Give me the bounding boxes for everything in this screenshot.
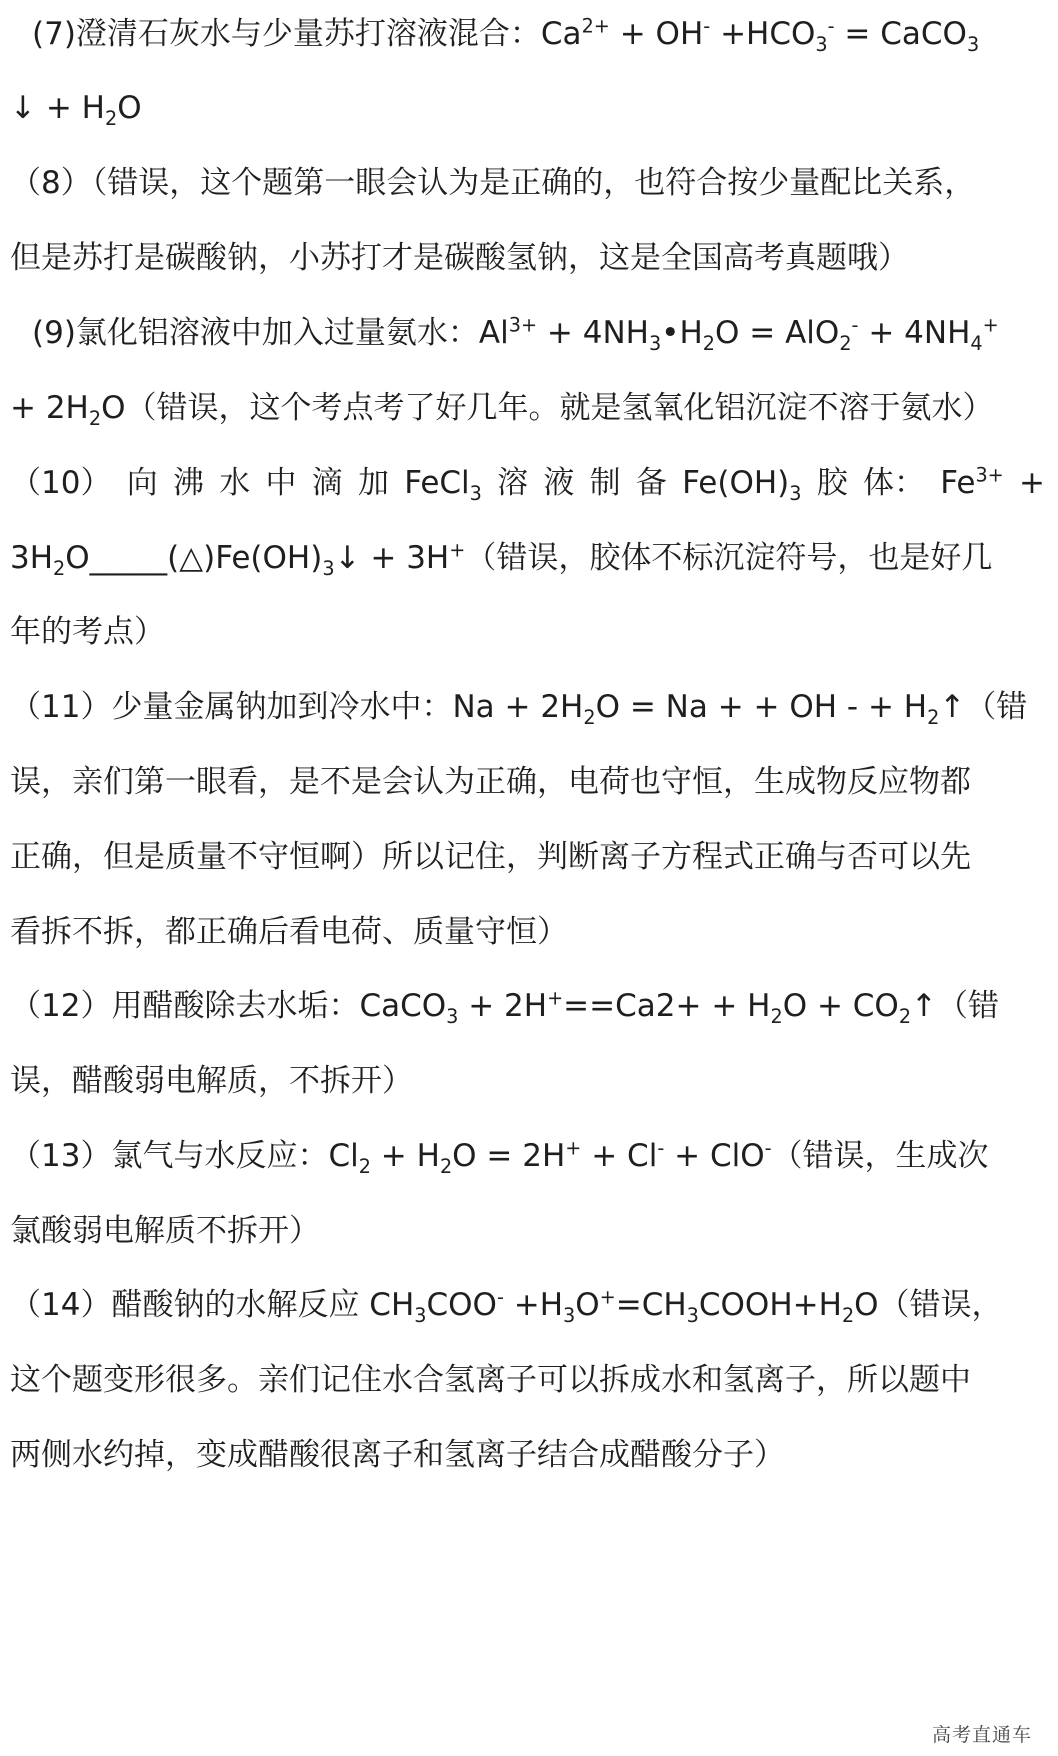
subscript: 3 <box>966 33 980 57</box>
text-run: 向 <box>126 465 158 501</box>
formula-fecl3 <box>404 463 482 506</box>
text-run: 中 <box>265 465 297 501</box>
text-run: = CaCO <box>834 16 967 52</box>
text-run: + <box>1019 465 1045 501</box>
text-run: Fe(OH) <box>682 465 790 501</box>
subscript: 4 <box>970 332 983 356</box>
superscript: - <box>703 14 711 38</box>
text-run: Fe <box>940 465 976 501</box>
text-run: FeCl <box>404 465 470 501</box>
text-run: （10） <box>10 465 112 501</box>
text-run: 3H <box>10 540 54 576</box>
text-run: •H <box>661 315 703 351</box>
subscript: 3 <box>446 1005 459 1029</box>
text-run: （错误，胶体不标沉淀符号，也是好几 <box>465 540 993 576</box>
text-run: + 4NH <box>858 315 971 351</box>
text-run: 胶 <box>816 465 848 501</box>
text-run: （错误，生成次 <box>771 1138 989 1174</box>
subscript: 2 <box>88 407 102 431</box>
text-run: O（错误， <box>854 1287 1003 1323</box>
subscript: 3 <box>563 1304 576 1328</box>
subscript: 3 <box>789 482 802 506</box>
item-11-line-3: 正确，但是质量不守恒啊）所以记住，判断离子方程式正确与否可以先 <box>10 839 971 875</box>
text-run: ↑（错 <box>939 689 1028 725</box>
text-run: + 4NH <box>537 315 649 351</box>
subscript: 2 <box>53 557 66 581</box>
item-12-line-2: 误，醋酸弱电解质，不拆开） <box>10 1063 413 1099</box>
text-run: 滴 <box>311 465 343 501</box>
text-run: ↑（错 <box>911 988 1000 1024</box>
subscript: 2 <box>898 1005 912 1029</box>
subscript: 3 <box>648 332 662 356</box>
subscript: 2 <box>358 1155 371 1179</box>
subscript: 2 <box>770 1005 783 1029</box>
text-run: ==Ca2+ + H <box>563 988 771 1024</box>
subscript: 2 <box>927 706 940 730</box>
text-run: 液 <box>543 465 575 501</box>
item-10-line-3: 年的考点） <box>10 614 165 650</box>
item-8-line-1: （8）（错误，这个题第一眼会认为是正确的，也符合按少量配比关系， <box>10 165 976 201</box>
text-run: + ClO <box>664 1138 765 1174</box>
superscript: - <box>764 1136 772 1160</box>
item-10-line-1 <box>10 463 1045 506</box>
text-run: （13）氯气与水反应：Cl <box>10 1138 359 1174</box>
item-14-line-3: 两侧水约掉，变成醋酸很离子和氢离子结合成醋酸分子） <box>10 1437 785 1473</box>
superscript: - <box>827 14 835 38</box>
item-10-line-2 <box>10 538 993 581</box>
text-run: 沸 <box>172 465 204 501</box>
superscript: + <box>547 986 564 1010</box>
item-12-line-1 <box>10 986 1000 1029</box>
subscript: 3 <box>322 557 335 581</box>
text-run: 水 <box>219 465 251 501</box>
superscript: - <box>851 313 859 337</box>
subscript: 3 <box>414 1304 427 1328</box>
superscript: + <box>599 1285 616 1309</box>
text-run: ↓ + H <box>10 90 105 126</box>
text-run: （12）用醋酸除去水垢：CaCO <box>10 988 447 1024</box>
text-run: (7)澄清石灰水与少量苏打溶液混合：Ca <box>32 16 582 52</box>
subscript: 2 <box>583 706 596 730</box>
text-run: O = AlO <box>715 315 840 351</box>
item-9-line-2 <box>10 388 994 431</box>
superscript: + <box>565 1136 582 1160</box>
formula-feoh3 <box>682 463 802 506</box>
subscript: 2 <box>439 1155 453 1179</box>
item-13-line-2: 氯酸弱电解质不拆开） <box>10 1213 320 1249</box>
text-run: 制 <box>589 465 621 501</box>
formula-fe3plus <box>940 463 1004 503</box>
text-run: O <box>575 1287 600 1323</box>
subscript: 2 <box>104 107 118 131</box>
text-run: + H <box>370 1138 440 1174</box>
text-run: + 2H <box>10 390 89 426</box>
subscript: 3 <box>686 1304 699 1328</box>
watermark: 高考直通车 <box>931 1724 1032 1746</box>
subscript: 3 <box>469 482 482 506</box>
subscript: 2 <box>839 332 852 356</box>
text-run: O_____(△)Fe(OH) <box>65 540 323 576</box>
item-7-line-2 <box>10 88 142 131</box>
text-run: 加 <box>357 465 389 501</box>
item-9-line-1 <box>10 313 999 356</box>
text-run: (9)氯化铝溶液中加入过量氨水：Al <box>32 315 509 351</box>
superscript: - <box>496 1285 504 1309</box>
text-run: 溶 <box>497 465 529 501</box>
text-run: + OH <box>609 16 704 52</box>
superscript: 2+ <box>581 14 610 38</box>
text-run: O = Na + + OH - + H <box>595 689 928 725</box>
text-run: COOH+H <box>698 1287 842 1323</box>
item-11-line-4: 看拆不拆，都正确后看电荷、质量守恒） <box>10 914 568 950</box>
text-run: 备 <box>635 465 667 501</box>
item-11-line-1 <box>10 687 1028 730</box>
item-14-line-2: 这个题变形很多。亲们记住水合氢离子可以拆成水和氢离子，所以题中 <box>10 1362 971 1398</box>
text-run: COO <box>426 1287 497 1323</box>
text-run: =CH <box>615 1287 687 1323</box>
subscript: 2 <box>841 1304 855 1328</box>
text-run: （11）少量金属钠加到冷水中：Na + 2H <box>10 689 584 725</box>
text-run: O + CO <box>782 988 899 1024</box>
text-run: O <box>117 90 142 126</box>
item-14-line-1 <box>10 1285 1003 1328</box>
text-run: + Cl <box>581 1138 658 1174</box>
superscript: 3+ <box>975 463 1004 487</box>
superscript: - <box>657 1136 665 1160</box>
item-7-line-1 <box>10 14 980 57</box>
item-11-line-2: 误，亲们第一眼看，是不是会认为正确，电荷也守恒，生成物反应物都 <box>10 764 971 800</box>
text-run: +H <box>503 1287 564 1323</box>
text-run: ↓ + 3H <box>334 540 450 576</box>
text-run: +HCO <box>710 16 816 52</box>
text-run: + 2H <box>458 988 548 1024</box>
superscript: + <box>982 313 999 337</box>
text-run: 体： <box>862 465 925 501</box>
superscript: + <box>449 538 466 562</box>
item-13-line-1 <box>10 1136 989 1179</box>
subscript: 3 <box>815 33 828 57</box>
item-8-line-2: 但是苏打是碳酸钠，小苏打才是碳酸氢钠，这是全国高考真题哦） <box>10 240 909 276</box>
text-run: O（错误，这个考点考了好几年。就是氢氧化铝沉淀不溶于氨水） <box>101 390 994 426</box>
text-run: （14）醋酸钠的水解反应 CH <box>10 1287 415 1323</box>
text-run: O = 2H <box>452 1138 566 1174</box>
subscript: 2 <box>702 332 715 356</box>
superscript: 3+ <box>508 313 538 337</box>
